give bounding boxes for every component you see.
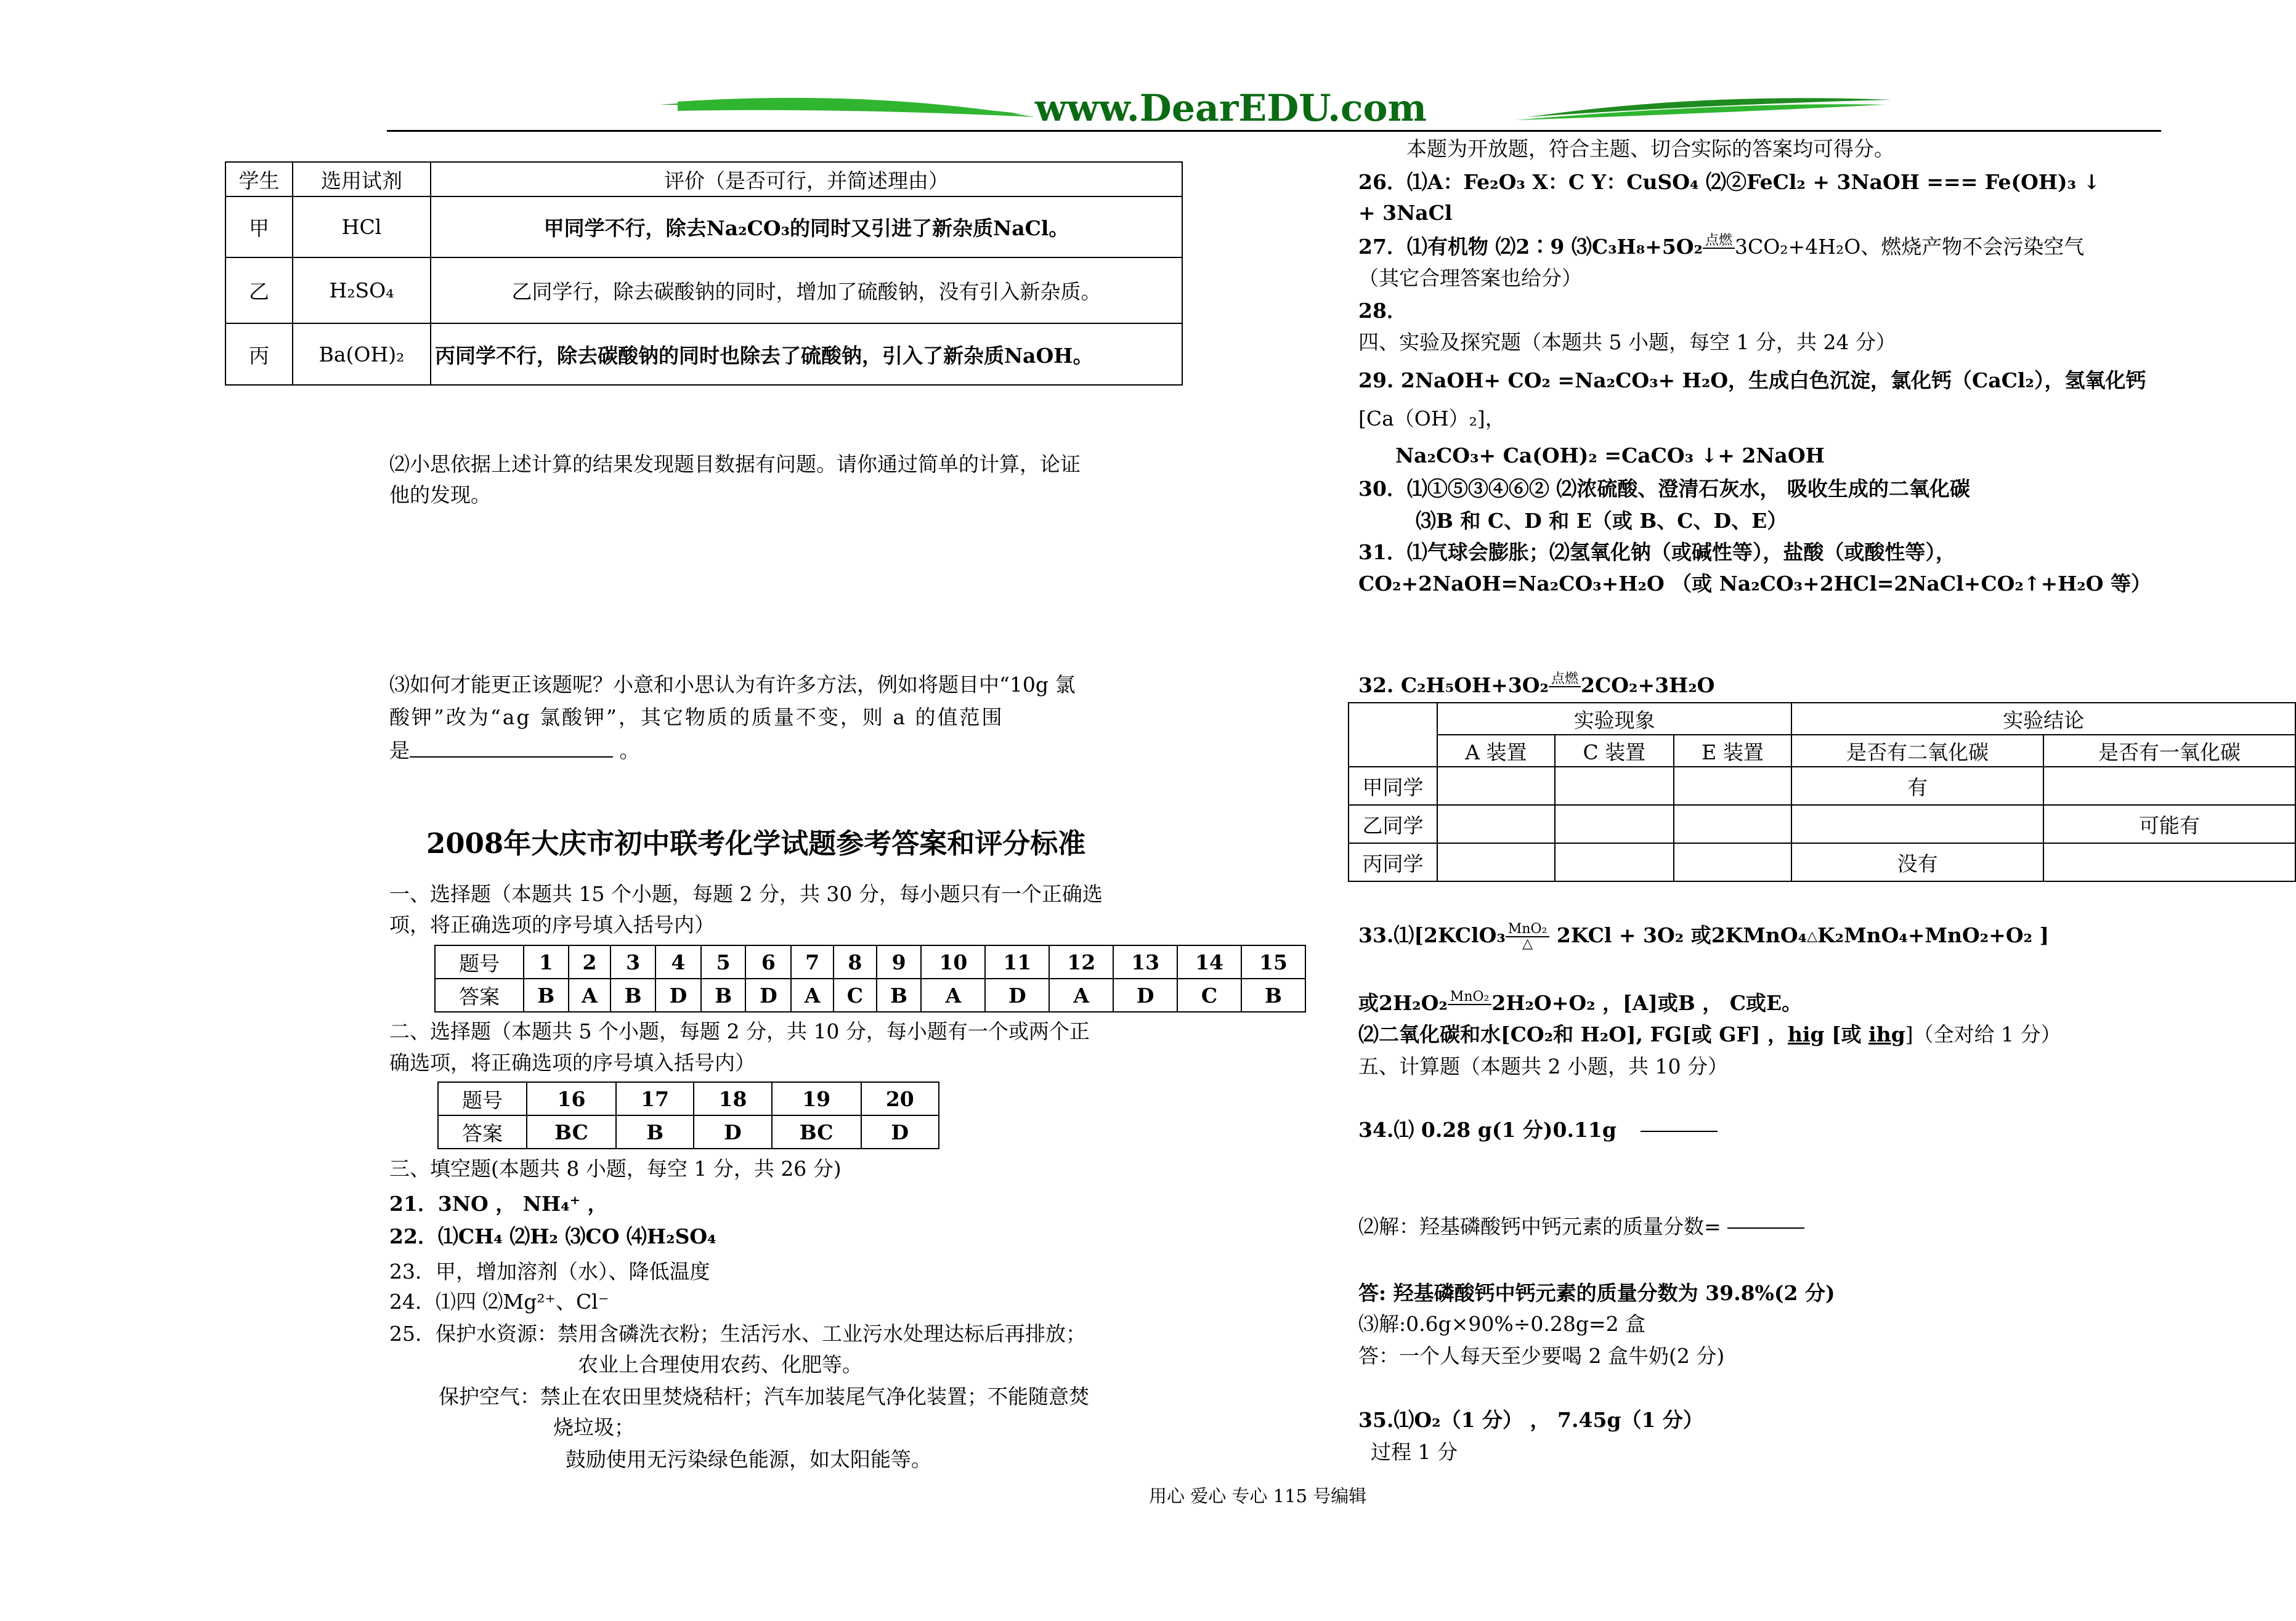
q-num: 17	[616, 1082, 694, 1115]
q3-line3-suffix: 。	[619, 738, 640, 762]
q3-text-line2: 酸钾”改为“ag 氯酸钾”，其它物质的质量不变，则 a 的值范围	[389, 705, 1004, 729]
q34-line4: ⑶解:0.6g×90%÷0.28g=2 盒	[1358, 1312, 1646, 1336]
exp-cell: 可能有	[2043, 805, 2295, 843]
eval-cell: 丙同学不行，除去碳酸钠的同时也除去了硫酸钠，引入了新杂质NaOH。	[431, 323, 1182, 385]
sec5-heading: 五、计算题（本题共 2 小题，共 10 分）	[1358, 1054, 1728, 1078]
heat-condition: △	[1807, 929, 1817, 944]
answer-table-2-answer-label: 答案	[438, 1115, 527, 1149]
q-num: 12	[1049, 945, 1113, 979]
q33-l3-prefix: ⑵二氧化碳和水[CO₂和 H₂O], FG[或 GF] ，	[1358, 1022, 1788, 1046]
q34-line1	[1358, 1118, 1718, 1142]
ignite-condition: 点燃	[1703, 234, 1735, 262]
page-footer: 用心 爱心 专心 115 号编辑	[1149, 1486, 1367, 1506]
answer-cell: D	[745, 979, 791, 1012]
eval-cell: H₂SO₄	[293, 257, 431, 323]
q34-line2	[1358, 1215, 1804, 1239]
answer-cell: B	[616, 1115, 694, 1149]
q33-ihg: ihg	[1868, 1022, 1905, 1046]
q-num: 11	[985, 945, 1049, 979]
sec2-line2: 确选项，将正确选项的序号填入括号内）	[389, 1051, 755, 1075]
catalyst-heat-condition: $\frac{\text{MnO₂}}{\triangle}$	[1506, 923, 1550, 951]
q-num: 10	[921, 945, 985, 979]
eval-header-evaluation: 评价（是否可行，并简述理由）	[431, 162, 1182, 196]
q-num: 14	[1177, 945, 1241, 979]
q29-line2: [Ca（OH）₂]，	[1358, 406, 1506, 431]
answer-cell: BC	[527, 1115, 616, 1149]
answer-cell: B	[611, 979, 655, 1012]
exp-corner	[1349, 703, 1437, 767]
q33-l2-suffix: 2H₂O+O₂ ，[A]或B ， C或E。	[1491, 991, 1803, 1015]
answer-cell: D	[694, 1115, 771, 1149]
q35-line1: 35.⑴O₂（1 分） ， 7.45g（1 分）	[1358, 1408, 1703, 1432]
q25-line2: 农业上合理使用农药、化肥等。	[578, 1352, 862, 1376]
q-num: 8	[834, 945, 877, 979]
q33-suffix: K₂MnO₄+MnO₂+O₂ ]	[1817, 923, 2050, 947]
q29-line1: 29. 2NaOH+ CO₂ =Na₂CO₃+ H₂O，生成白色沉淀，氯化钙（CaCl₂），氢氧化钙	[1358, 368, 2146, 392]
answer-cell: B	[701, 979, 746, 1012]
answer-cell: D	[655, 979, 701, 1012]
eval-header-reagent: 选用试剂	[293, 162, 431, 196]
q32-prefix: 32. C₂H₅OH+3O₂	[1358, 673, 1549, 697]
answer-table-1-label: 题号	[435, 945, 524, 979]
sec1-line2: 项，将正确选项的序号填入括号内）	[389, 913, 715, 937]
exp-subheader: 是否有一氧化碳	[2043, 735, 2295, 767]
exp-cell: 有	[1791, 767, 2043, 805]
q31-line2: CO₂+2NaOH=Na₂CO₃+H₂O （或 Na₂CO₃+2HCl=2NaCl+CO₂↑+H₂O 等）	[1358, 572, 2151, 596]
q-num: 19	[772, 1082, 861, 1115]
exp-cell	[1555, 805, 1674, 843]
logo-text: www.DearEDU.com	[1035, 87, 1427, 130]
eval-cell: HCl	[293, 196, 431, 257]
q24-answer: 24．⑴四 ⑵Mg²⁺、Cl⁻	[389, 1290, 609, 1314]
answer-table-1-answer-label: 答案	[435, 979, 524, 1012]
q33-line1	[1358, 923, 2049, 951]
q33-prefix: 33.⑴[2KClO₃	[1358, 923, 1506, 947]
q25-line3: 保护空气：禁止在农田里焚烧秸杆；汽车加装尾气净化装置；不能随意焚	[439, 1385, 1089, 1409]
q-num: 20	[861, 1082, 939, 1115]
q33-or: [或	[1824, 1022, 1869, 1046]
q3-line3-prefix: 是	[389, 738, 410, 762]
q33-line3	[1358, 1022, 2061, 1047]
open-question-note: 本题为开放题，符合主题、切合实际的答案均可得分。	[1406, 137, 1894, 161]
exp-row-name: 丙同学	[1349, 843, 1437, 881]
q32-suffix: 2CO₂+3H₂O	[1581, 673, 1715, 697]
exp-cell	[2043, 843, 2295, 881]
sec1-line1: 一、选择题（本题共 15 个小题，每题 2 分，共 30 分，每小题只有一个正确选	[389, 882, 1103, 906]
answer-cell: D	[1113, 979, 1177, 1012]
q31-line1: 31．⑴气球会膨胀；⑵氢氧化钠（或碱性等），盐酸（或酸性等），	[1358, 540, 1956, 564]
q-num: 16	[527, 1082, 616, 1115]
q2-text-line1: ⑵小思依据上述计算的结果发现题目数据有问题。请你通过简单的计算，论证	[389, 452, 1081, 476]
q34-line2-text: ⑵解：羟基磷酸钙中钙元素的质量分数=	[1358, 1215, 1721, 1239]
eval-cell: 甲	[225, 196, 293, 257]
answer-cell: D	[985, 979, 1049, 1012]
q3-text-line1: ⑶如何才能更正该题呢？小意和小思认为有许多方法，例如将题目中“10g 氯	[389, 673, 1076, 697]
q28-label: 28．	[1358, 299, 1407, 323]
q-num: 2	[569, 945, 611, 979]
answer-table-1	[434, 945, 1306, 1013]
q2-text-line2: 他的发现。	[389, 483, 491, 507]
exp-cell	[1555, 767, 1674, 805]
q33-middle: 2KCl + 3O₂ 或2KMnO₄	[1556, 923, 1807, 947]
header-rule	[387, 130, 2161, 132]
q25-line4: 烧垃圾；	[553, 1415, 635, 1439]
q34-line5: 答：一个人每天至少要喝 2 盒牛奶(2 分)	[1358, 1344, 1725, 1368]
q3-answer-blank[interactable]	[410, 738, 613, 758]
exp-cell	[1437, 805, 1555, 843]
answer-cell: BC	[772, 1115, 861, 1149]
q-num: 3	[611, 945, 655, 979]
q27-line1	[1358, 234, 2084, 262]
q22-answer: 22．⑴CH₄ ⑵H₂ ⑶CO ⑷H₂SO₄	[389, 1224, 716, 1248]
answer-cell: A	[921, 979, 985, 1012]
q25-line5: 鼓励使用无污染绿色能源，如太阳能等。	[566, 1447, 931, 1471]
q33-l2-prefix: 或2H₂O₂	[1358, 991, 1448, 1015]
exp-subheader: 是否有二氧化碳	[1791, 735, 2043, 767]
q33-hig: hig	[1787, 1022, 1825, 1046]
q34-line1-text: 34.⑴ 0.28 g(1 分)0.11g	[1358, 1118, 1617, 1142]
eval-table	[225, 161, 1183, 386]
exp-header-phenomena: 实验现象	[1437, 703, 1791, 735]
q30-line1: 30．⑴①⑤③④⑥② ⑵浓硫酸、澄清石灰水， 吸收生成的二氧化碳	[1358, 477, 1970, 501]
eval-cell: 乙	[225, 257, 293, 323]
answer-cell: C	[1177, 979, 1241, 1012]
sec3-heading: 三、填空题(本题共 8 小题，每空 1 分，共 26 分)	[389, 1157, 842, 1181]
exp-cell	[2043, 767, 2295, 805]
eval-cell: 甲同学不行，除去Na₂CO₃的同时又引进了新杂质NaCl。	[431, 196, 1182, 257]
exp-cell	[1674, 767, 1791, 805]
exp-cell	[1555, 843, 1674, 881]
exp-cell	[1674, 843, 1791, 881]
q-num: 5	[701, 945, 746, 979]
exp-cell: 没有	[1791, 843, 2043, 881]
exp-row-name: 甲同学	[1349, 767, 1437, 805]
q30-line2: ⑶B 和 C、D 和 E（或 B、C、D、E）	[1416, 509, 1788, 533]
eval-header-student: 学生	[225, 162, 293, 196]
q-num: 6	[745, 945, 791, 979]
ignite-condition: 点燃	[1549, 673, 1581, 701]
answer-cell: D	[861, 1115, 939, 1149]
q-num: 15	[1241, 945, 1305, 979]
q26-line2: + 3NaCl	[1358, 201, 1453, 225]
q33-l3-suffix: ]（全对给 1 分）	[1905, 1022, 2061, 1046]
exp-cell	[1674, 805, 1791, 843]
q35-line2: 过程 1 分	[1371, 1440, 1458, 1464]
q34-line3: 答: 羟基磷酸钙中钙元素的质量分数为 39.8%(2 分)	[1358, 1281, 1835, 1305]
q26-line1: 26．⑴A：Fe₂O₃ X：C Y：CuSO₄ ⑵②FeCl₂ + 3NaOH === Fe(OH)₃ ↓	[1358, 170, 2101, 194]
answer-cell: A	[791, 979, 834, 1012]
answer-cell: B	[877, 979, 922, 1012]
answer-cell: C	[834, 979, 877, 1012]
answer-cell: A	[1049, 979, 1113, 1012]
sec4-heading: 四、实验及探究题（本题共 5 小题，每空 1 分，共 24 分）	[1358, 330, 1896, 354]
q32-line	[1358, 673, 1714, 701]
catalyst-condition: MnO₂	[1448, 990, 1492, 1019]
q-num: 9	[877, 945, 922, 979]
q29-line3: Na₂CO₃+ Ca(OH)₂ =CaCO₃ ↓+ 2NaOH	[1395, 443, 1825, 467]
exp-cell	[1437, 767, 1555, 805]
q3-text-line3	[389, 738, 640, 763]
q34-fraction-rule	[1727, 1227, 1804, 1229]
exp-subheader: A 装置	[1437, 735, 1555, 767]
exp-row-name: 乙同学	[1349, 805, 1437, 843]
q-num: 1	[524, 945, 569, 979]
eval-cell: 乙同学行，除去碳酸钠的同时，增加了硫酸钠，没有引入新杂质。	[431, 257, 1182, 323]
exp-cell	[1437, 843, 1555, 881]
answer-table-2-label: 题号	[438, 1082, 527, 1115]
answer-cell: B	[524, 979, 569, 1012]
exp-header-conclusion: 实验结论	[1791, 703, 2295, 735]
q27-line2: （其它合理答案也给分）	[1358, 266, 1582, 290]
sec2-line1: 二、选择题（本题共 5 个小题，每题 2 分，共 10 分，每小题有一个或两个正	[389, 1019, 1090, 1043]
answer-cell: A	[569, 979, 611, 1012]
exp-cell	[1791, 805, 2043, 843]
q-num: 18	[694, 1082, 771, 1115]
eval-cell: 丙	[225, 323, 293, 385]
experiment-table	[1348, 702, 2296, 882]
answer-table-2	[437, 1081, 939, 1149]
exp-subheader: E 装置	[1674, 735, 1791, 767]
exp-subheader: C 装置	[1555, 735, 1674, 767]
q27-prefix: 27．⑴有机物 ⑵2∶9 ⑶C₃H₈+5O₂	[1358, 235, 1703, 259]
answer-cell: B	[1241, 979, 1305, 1012]
q23-answer: 23．甲，增加溶剂（水）、降低温度	[389, 1259, 710, 1283]
q33-line2	[1358, 990, 1802, 1019]
answer-key-title: 2008年大庆市初中联考化学试题参考答案和评分标准	[426, 827, 1086, 860]
q-num: 13	[1113, 945, 1177, 979]
eval-cell: Ba(OH)₂	[293, 323, 431, 385]
q34-rule	[1641, 1131, 1718, 1132]
q27-suffix: 3CO₂+4H₂O、燃烧产物不会污染空气	[1735, 235, 2085, 259]
q21-answer: 21．3NO ， NH₄⁺ ，	[389, 1192, 608, 1216]
q25-line1: 25．保护水资源：禁用含磷洗衣粉；生活污水、工业污水处理达标后再排放；	[389, 1322, 1086, 1346]
q-num: 7	[791, 945, 834, 979]
q-num: 4	[655, 945, 701, 979]
